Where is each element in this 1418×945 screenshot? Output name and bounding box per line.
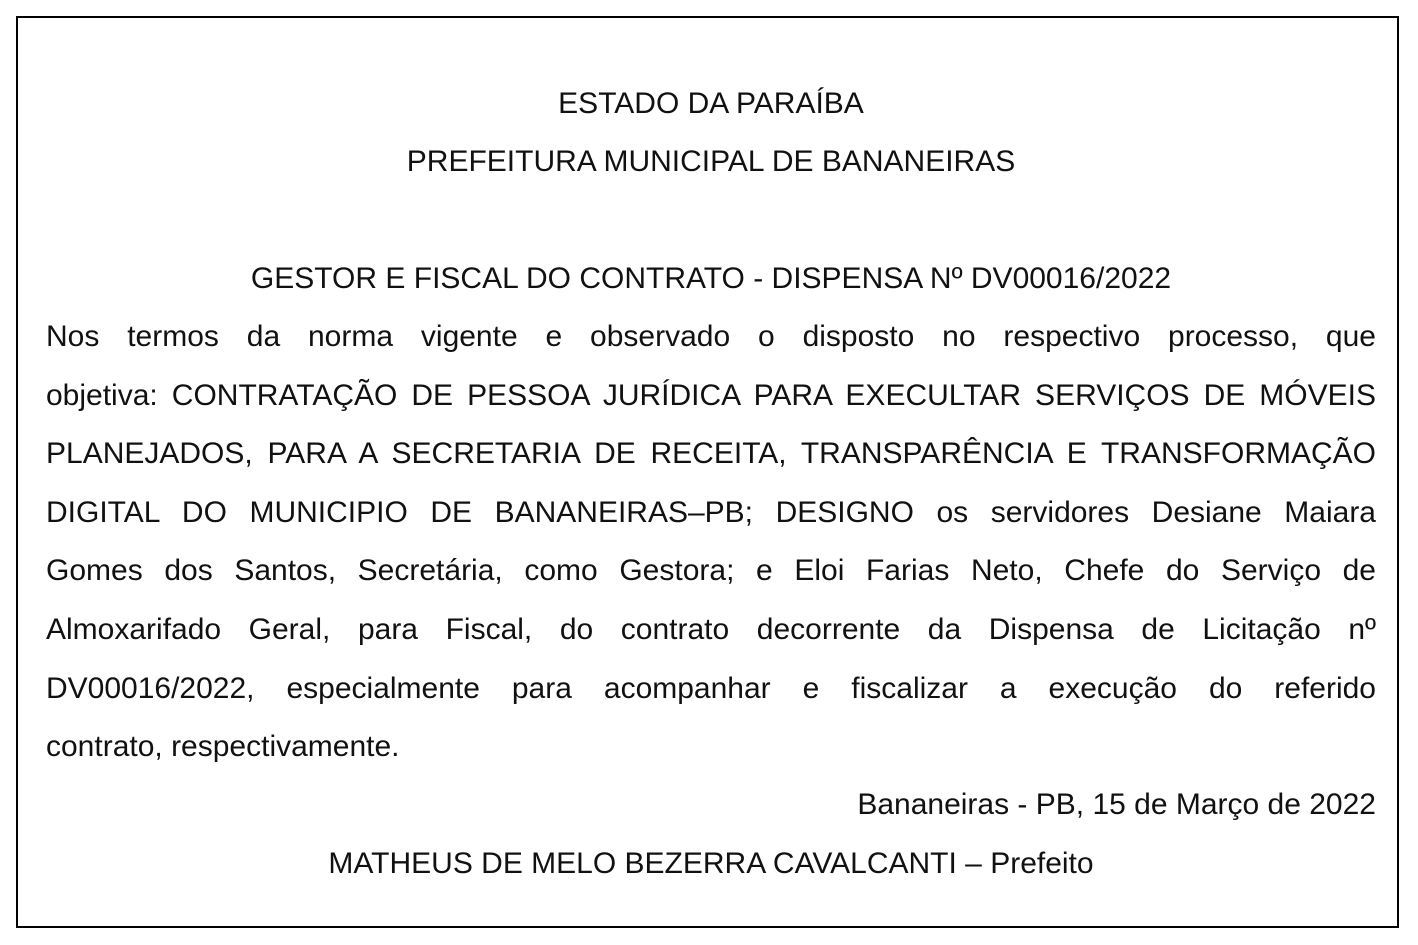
city-hall-heading: PREFEITURA MUNICIPAL DE BANANEIRAS [406, 145, 1016, 178]
body-line-1: Nos termos da norma vigente e observado o disposto no respectivo processo, que [46, 320, 1376, 353]
body-line-4: DIGITAL DO MUNICIPIO DE BANANEIRAS–PB; DESIGNO os servidores Desiane Maiara [46, 496, 1376, 529]
body-line-5: Gomes dos Santos, Secretária, como Gestora; e Eloi Farias Neto, Chefe do Serviço de [46, 554, 1376, 587]
document-border [16, 16, 1399, 928]
body-line-6: Almoxarifado Geral, para Fiscal, do contrato decorrente da Dispensa de Licitação nº [46, 613, 1376, 646]
signature-line: MATHEUS DE MELO BEZERRA CAVALCANTI – Prefeito [328, 847, 1094, 880]
state-heading: ESTADO DA PARAÍBA [558, 87, 864, 120]
body-line-8: contrato, respectivamente. [46, 730, 400, 763]
body-line-2: objetiva: CONTRATAÇÃO DE PESSOA JURÍDICA PARA EXECULTAR SERVIÇOS DE MÓVEIS [46, 379, 1376, 412]
notice-title: GESTOR E FISCAL DO CONTRATO - DISPENSA Nº DV00016/2022 [250, 262, 1172, 295]
body-line-3: PLANEJADOS, PARA A SECRETARIA DE RECEITA, TRANSPARÊNCIA E TRANSFORMAÇÃO [46, 437, 1376, 470]
place-date: Bananeiras - PB, 15 de Março de 2022 [857, 788, 1376, 821]
body-line-7: DV00016/2022, especialmente para acompanhar e fiscalizar a execução do referido [46, 672, 1376, 705]
